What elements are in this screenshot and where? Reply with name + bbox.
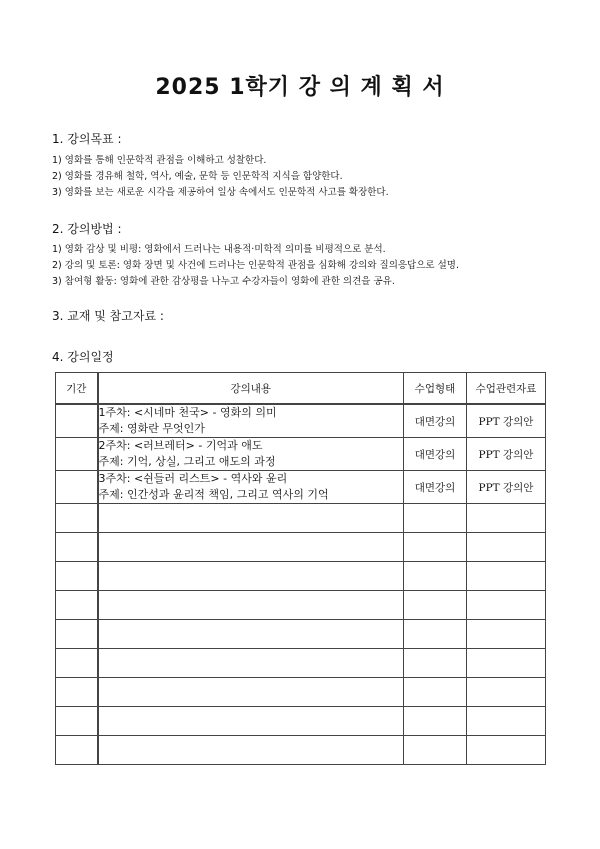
column-header-material: 수업관련자료 xyxy=(467,373,546,405)
empty-rows xyxy=(56,504,546,765)
row-material-cell: PPT 강의안 xyxy=(467,438,546,471)
empty-schedule-row xyxy=(56,620,546,649)
empty-cell xyxy=(404,562,467,591)
column-header-content: 강의내용 xyxy=(98,373,404,405)
week-title: 1주차: <시네마 천국> - 영화의 의미 xyxy=(98,406,277,419)
empty-cell xyxy=(98,591,404,620)
schedule-table xyxy=(55,372,546,765)
row-content-cell xyxy=(98,471,404,504)
empty-schedule-row xyxy=(56,591,546,620)
empty-schedule-row xyxy=(56,736,546,765)
method-item-3: 3) 참여형 활동: 영화에 관한 감상평을 나누고 수강자들이 영화에 관한 의견을 공유. xyxy=(52,276,395,287)
empty-cell xyxy=(56,649,98,678)
row-material-cell: PPT 강의안 xyxy=(467,471,546,504)
schedule-row xyxy=(56,471,546,504)
empty-cell xyxy=(404,504,467,533)
week-topic: 주제: 인간성과 윤리적 책임, 그리고 역사의 기억 xyxy=(98,488,329,501)
empty-cell xyxy=(467,620,546,649)
row-format-cell: 대면강의 xyxy=(404,471,467,504)
empty-cell xyxy=(56,591,98,620)
empty-cell xyxy=(467,678,546,707)
empty-cell xyxy=(467,707,546,736)
empty-schedule-row xyxy=(56,678,546,707)
objective-item-2: 2) 영화를 경유해 철학, 역사, 예술, 문학 등 인문학적 지식을 함양한다. xyxy=(52,171,343,182)
column-header-period: 기간 xyxy=(56,373,98,405)
objectives-heading: 1. 강의목표 : xyxy=(52,132,122,146)
row-format-cell: 대면강의 xyxy=(404,438,467,471)
empty-cell xyxy=(98,562,404,591)
empty-schedule-row xyxy=(56,649,546,678)
column-header-format: 수업형태 xyxy=(404,373,467,405)
empty-cell xyxy=(56,620,98,649)
row-content-cell xyxy=(98,438,404,471)
empty-cell xyxy=(404,736,467,765)
empty-schedule-row xyxy=(56,707,546,736)
schedule-header-row xyxy=(56,373,546,405)
empty-cell xyxy=(98,620,404,649)
document-title: 2025 1학기 강 의 계 획 서 xyxy=(155,75,445,100)
empty-cell xyxy=(56,562,98,591)
week-topic: 주제: 기억, 상실, 그리고 애도의 과정 xyxy=(98,455,276,468)
schedule-heading: 4. 강의일정 xyxy=(52,350,114,364)
row-period-cell xyxy=(56,471,98,504)
objective-item-3: 3) 영화를 보는 새로운 시각을 제공하여 일상 속에서도 인문학적 사고를 확장한다. xyxy=(52,187,389,198)
week-title: 2주차: <러브레터> - 기억과 애도 xyxy=(98,439,263,452)
row-format-cell: 대면강의 xyxy=(404,404,467,438)
empty-schedule-row xyxy=(56,504,546,533)
schedule-row xyxy=(56,438,546,471)
empty-cell xyxy=(56,504,98,533)
empty-cell xyxy=(404,533,467,562)
empty-cell xyxy=(404,620,467,649)
method-item-1: 1) 영화 감상 및 비평: 영화에서 드러나는 내용적·미학적 의미를 비평적으로 분석. xyxy=(52,244,386,255)
empty-schedule-row xyxy=(56,533,546,562)
empty-cell xyxy=(56,707,98,736)
empty-cell xyxy=(98,649,404,678)
row-period-cell xyxy=(56,404,98,438)
empty-cell xyxy=(404,707,467,736)
empty-cell xyxy=(467,649,546,678)
empty-cell xyxy=(98,533,404,562)
textbook-heading: 3. 교재 및 참고자료 : xyxy=(52,309,164,323)
empty-cell xyxy=(404,591,467,620)
week-topic: 주제: 영화란 무엇인가 xyxy=(98,422,205,435)
objective-item-1: 1) 영화를 통해 인문학적 관점을 이해하고 성찰한다. xyxy=(52,155,267,166)
empty-cell xyxy=(404,678,467,707)
row-period-cell xyxy=(56,438,98,471)
row-material-cell: PPT 강의안 xyxy=(467,404,546,438)
schedule-row xyxy=(56,404,546,438)
empty-cell xyxy=(56,533,98,562)
empty-cell xyxy=(467,591,546,620)
empty-cell xyxy=(98,678,404,707)
row-content-cell xyxy=(98,404,404,438)
methods-heading: 2. 강의방법 : xyxy=(52,222,122,236)
empty-cell xyxy=(467,736,546,765)
empty-cell xyxy=(56,736,98,765)
empty-cell xyxy=(404,649,467,678)
empty-cell xyxy=(56,678,98,707)
empty-cell xyxy=(98,504,404,533)
method-item-2: 2) 강의 및 토론: 영화 장면 및 사건에 드러나는 인문학적 관점을 심화해 강의와 질의응답으로 설명. xyxy=(52,260,459,271)
week-title: 3주차: <쉰들러 리스트> - 역사와 윤리 xyxy=(98,472,288,485)
empty-cell xyxy=(467,533,546,562)
empty-schedule-row xyxy=(56,562,546,591)
empty-cell xyxy=(467,504,546,533)
empty-cell xyxy=(98,736,404,765)
empty-cell xyxy=(98,707,404,736)
empty-cell xyxy=(467,562,546,591)
